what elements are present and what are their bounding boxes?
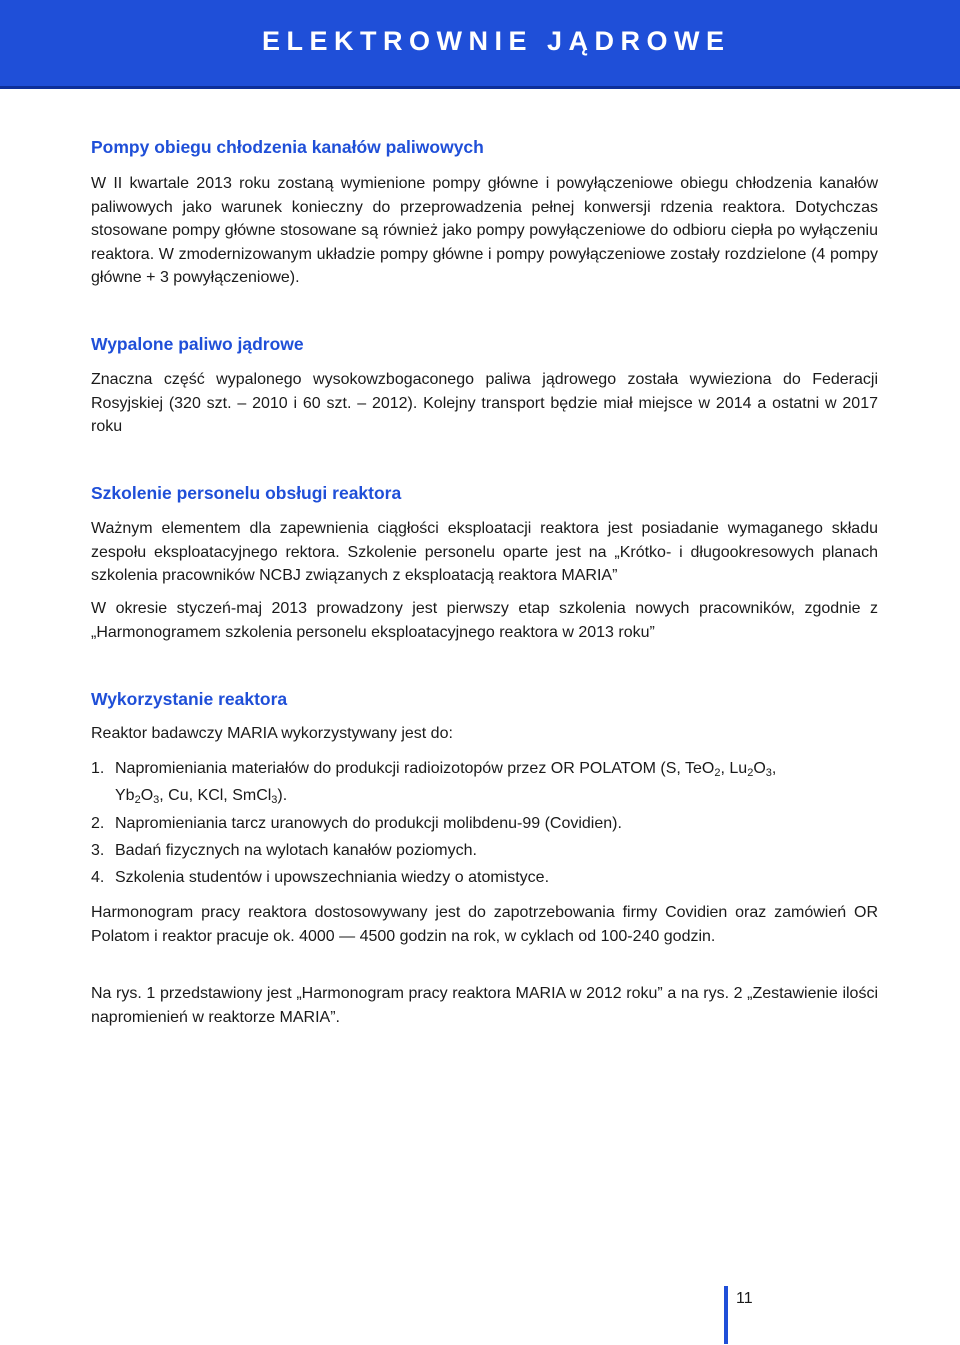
list-item-3 bbox=[91, 837, 878, 864]
list-item-2 bbox=[91, 810, 878, 837]
paragraph-szkolenie-1: Ważnym elementem dla zapewnienia ciągłości eksploatacji reaktora jest posiadanie wymaganego składu zespołu eksploatacyjnego rektora. Szkolenie personelu oparte jest na „Krótko- i długookresowych planach szkolenia pracowników NCBJ związanych z eksploatacją reaktora MARIA” bbox=[91, 520, 878, 584]
header-title: ELEKTROWNIE JĄDROWE bbox=[262, 26, 731, 56]
paragraph-harmonogram: Harmonogram pracy reaktora dostosowywany jest do zapotrzebowania firmy Covidien oraz zamówień OR Polatom i reaktor pracuje ok. 4000 — 4500 godzin na rok, w cyklach od 100-240 godzin. bbox=[91, 904, 878, 945]
section-heading-szkolenie: Szkolenie personelu obsługi reaktora bbox=[91, 483, 402, 503]
list-item-4 bbox=[91, 864, 878, 891]
section-heading-pompy: Pompy obiegu chłodzenia kanałów paliwowych bbox=[91, 137, 484, 157]
list-text: Szkolenia studentów i upowszechniania wiedzy o atomistyce. bbox=[115, 869, 550, 886]
page-header bbox=[0, 0, 960, 89]
list-text: Napromieniania tarcz uranowych do produkcji molibdenu-99 (Covidien). bbox=[115, 815, 622, 832]
list-text: Badań fizycznych na wylotach kanałów poziomych. bbox=[115, 842, 477, 859]
paragraph-szkolenie-2: W okresie styczeń-maj 2013 prowadzony jest pierwszy etap szkolenia nowych pracowników, zgodnie z „Harmonogramem szkolenia personelu eksploatacyjnego reaktora w 2013 roku” bbox=[91, 600, 878, 641]
paragraph-rysunki: Na rys. 1 przedstawiony jest „Harmonogram pracy reaktora MARIA w 2012 roku” a na rys. 2 „Zestawienie ilości napromienień w reaktorze MARIA”. bbox=[91, 985, 878, 1026]
section-heading-paliwo: Wypalone paliwo jądrowe bbox=[91, 334, 304, 354]
list-number: 1. bbox=[91, 760, 105, 777]
page-number: 11 bbox=[736, 1290, 753, 1307]
list-number: 3. bbox=[91, 842, 105, 859]
list-text: Napromieniania materiałów do produkcji radioizotopów przez OR POLATOM (S, TeO$_2$, $Lu_2O_3$, bbox=[115, 760, 777, 779]
paragraph-wykorzystanie-intro: Reaktor badawczy MARIA wykorzystywany jest do: bbox=[91, 725, 453, 742]
page-number-bar bbox=[724, 1286, 728, 1344]
paragraph-paliwo: Znaczna część wypalonego wysokowzbogaconego paliwa jądrowego została wywieziona do Federacji Rosyjskiej (320 szt. – 2010 i 60 szt. – 2012). Kolejny transport będzie miał miejsce w 2014 a ostatni w 2017 roku bbox=[91, 371, 878, 435]
section-heading-wykorzystanie: Wykorzystanie reaktora bbox=[91, 689, 288, 709]
list-number: 4. bbox=[91, 869, 105, 886]
list-text-continued: $Yb_2O_3$, Cu, KCl, SmCl$_3$). bbox=[115, 787, 288, 806]
paragraph-pompy: W II kwartale 2013 roku zostaną wymienione pompy główne i powyłączeniowe obiegu chłodzenia kanałów paliwowych jako warunek konieczny do przeprowadzenia pełnej konwersji rdzenia reaktora. Dotychczas stosowane pompy główne stosowane są również jako pompy powyłączeniowe do odbioru ciepła po wyłączeniu reaktora. W zmodernizowanym układzie pompy główne i pompy powyłączeniowe zostały rozdzielone (4 pompy główne + 3 powyłączeniowe). bbox=[91, 175, 878, 286]
list-number: 2. bbox=[91, 815, 105, 832]
list-item-1 bbox=[91, 755, 878, 809]
